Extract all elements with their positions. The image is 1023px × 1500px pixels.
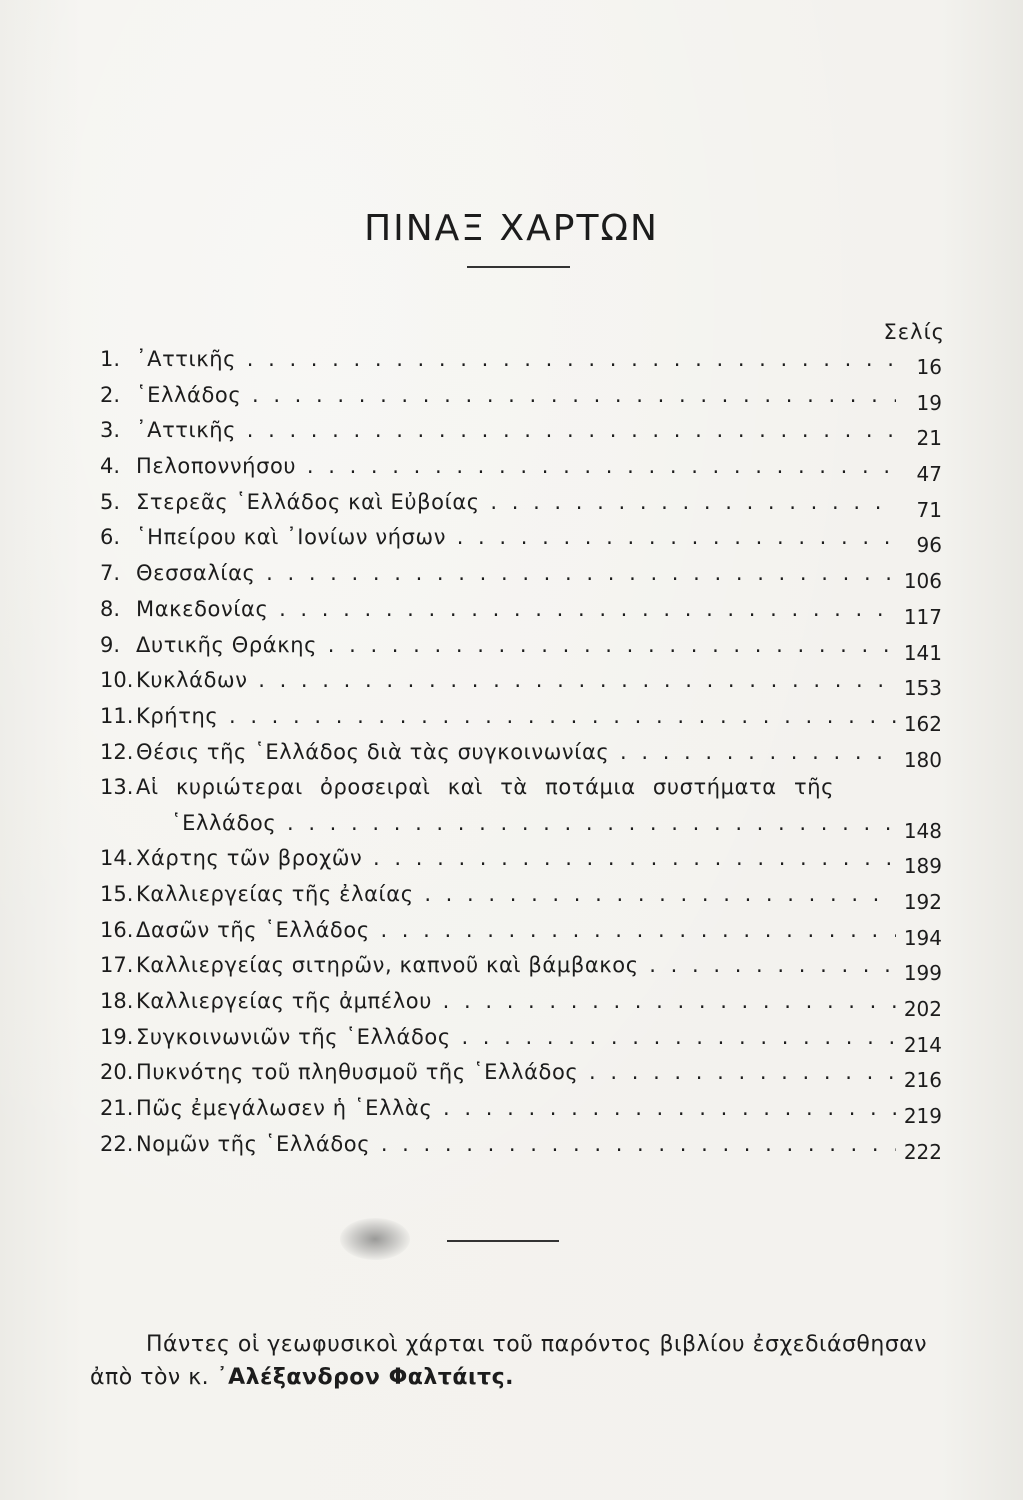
entry-number: 4. [100,454,121,479]
toc-entry [100,948,942,984]
title-underline [467,266,570,268]
entry-page: 153 [903,676,942,701]
entry-title: Συγκοινωνιῶν τῆς ῾Ελλάδος . . . [136,1020,896,1056]
entry-title-line1: Αἱ κυριώτεραι ὀροσειραὶ καὶ τὰ ποτάμια συστήματα τῆς [136,775,835,800]
entry-number: 3. [100,418,121,443]
entry-page: 162 [903,711,942,736]
entry-number: 2. [100,382,121,407]
entry-page: 117 [903,604,942,629]
toc-entry [100,592,942,628]
entry-number: 6. [100,525,121,550]
entry-title: Χάρτης τῶν βροχῶν . . . [136,841,896,877]
toc-entry [100,984,942,1020]
entry-title: Στερεᾶς ῾Ελλάδος καὶ Εὐβοίας . . . [136,485,896,521]
entry-title: Πυκνότης τοῦ πληθυσμοῦ τῆς ῾Ελλάδος . . . [136,1055,896,1091]
ink-smudge [340,1218,410,1260]
entry-page: 148 [903,819,942,844]
entry-title [136,770,896,841]
entry-page: 180 [903,747,942,772]
toc-entry [100,449,942,485]
entry-page: 71 [916,497,942,522]
toc-entry [100,1020,942,1056]
entry-title: Κυκλάδων . . . [136,663,896,699]
entry-number: 1. [100,347,121,371]
section-divider [447,1240,559,1242]
entry-number: 20. [100,1060,134,1085]
entry-title-line2: ῾Ελλάδος . . . [136,806,896,842]
entry-number: 12. [100,739,134,764]
entry-page: 199 [903,961,942,986]
entry-title: ᾿Αττικῆς . . . [136,413,896,449]
entry-number: 15. [100,881,134,906]
entry-page: 219 [903,1104,942,1129]
entry-page: 202 [903,997,942,1021]
credit-author-name: ᾿Αλέξανδρον Φαλτάιτς. [216,1365,514,1390]
toc-entry [100,413,942,449]
entry-page: 222 [903,1139,942,1164]
entry-number: 18. [100,989,134,1013]
entry-page: 106 [903,569,942,594]
entry-number: 14. [100,846,134,871]
toc-entry [100,1091,942,1127]
toc-entry [100,1055,942,1091]
entry-page: 192 [903,889,942,914]
entry-number: 13. [100,775,134,800]
entry-page: 216 [903,1068,942,1093]
entry-number: 11. [100,703,134,728]
entry-number: 7. [100,561,121,586]
page-column-header: Σελίς [883,320,945,344]
entry-page: 47 [916,462,942,487]
entry-page: 189 [903,854,942,879]
toc-entry [100,663,942,699]
entry-title: Μακεδονίας . . . [136,592,896,628]
entry-number: 21. [100,1096,134,1121]
entry-title: Θέσις τῆς ῾Ελλάδος διὰ τὰς συγκοινωνίας . . . [136,735,896,771]
entry-title: ᾿Αττικῆς . . . [136,342,896,378]
entry-page: 21 [916,426,942,451]
table-of-maps [100,342,942,1162]
credit-line-2-prefix: ἀπὸ τὸν κ. [90,1365,210,1390]
credit-note [90,1328,950,1394]
toc-entry [100,520,942,556]
entry-title: Νομῶν τῆς ῾Ελλάδος . . . [136,1127,896,1163]
entry-title: Καλλιεργείας σιτηρῶν, καπνοῦ καὶ βάμβακος . . . [136,948,896,984]
entry-page: 96 [916,533,942,558]
credit-line-1: Πάντες οἱ γεωφυσικοὶ χάρται τοῦ παρόντος βιβλίου ἐσχεδιάσθησαν [146,1332,928,1357]
entry-number: 10. [100,668,134,693]
toc-entry [100,378,942,414]
toc-entry [100,770,942,844]
entry-page: 19 [916,390,942,415]
entry-title: Θεσσαλίας . . . [136,556,896,592]
entry-number: 17. [100,953,134,978]
entry-title: ῾Ελλάδος . . . [136,378,896,414]
toc-entry [100,877,942,913]
toc-entry [100,342,942,378]
entry-title: Καλλιεργείας τῆς ἐλαίας . . . [136,877,896,913]
page-title: ΠΙΝΑΞ ΧΑΡΤΩΝ [364,208,659,249]
entry-title: Πῶς ἐμεγάλωσεν ἡ ῾Ελλὰς . . . [136,1091,896,1127]
entry-title: Καλλιεργείας τῆς ἀμπέλου . . . [136,984,896,1020]
entry-title: Κρήτης . . . [136,699,896,735]
entry-number: 9. [100,632,121,657]
toc-entry [100,841,942,877]
entry-title: ῾Ηπείρου καὶ ᾿Ιονίων νήσων . . . [136,520,896,556]
entry-number: 22. [100,1131,134,1156]
entry-title: Δυτικῆς Θράκης . . . [136,628,896,664]
entry-page: 141 [903,640,942,665]
entry-title: Πελοποννήσου . . . [136,449,896,485]
toc-entry [100,556,942,592]
entry-number: 19. [100,1024,134,1049]
entry-number: 16. [100,917,134,942]
entry-page: 194 [903,925,942,950]
toc-entry [100,485,942,521]
entry-number: 8. [100,596,121,621]
entry-page: 16 [916,355,942,379]
entry-title: Δασῶν τῆς ῾Ελλάδος . . . [136,913,896,949]
entry-number: 5. [100,489,121,514]
toc-entry [100,628,942,664]
entry-page: 214 [903,1032,942,1057]
toc-entry [100,735,942,771]
toc-entry [100,913,942,949]
toc-entry [100,1127,942,1163]
toc-entry [100,699,942,735]
